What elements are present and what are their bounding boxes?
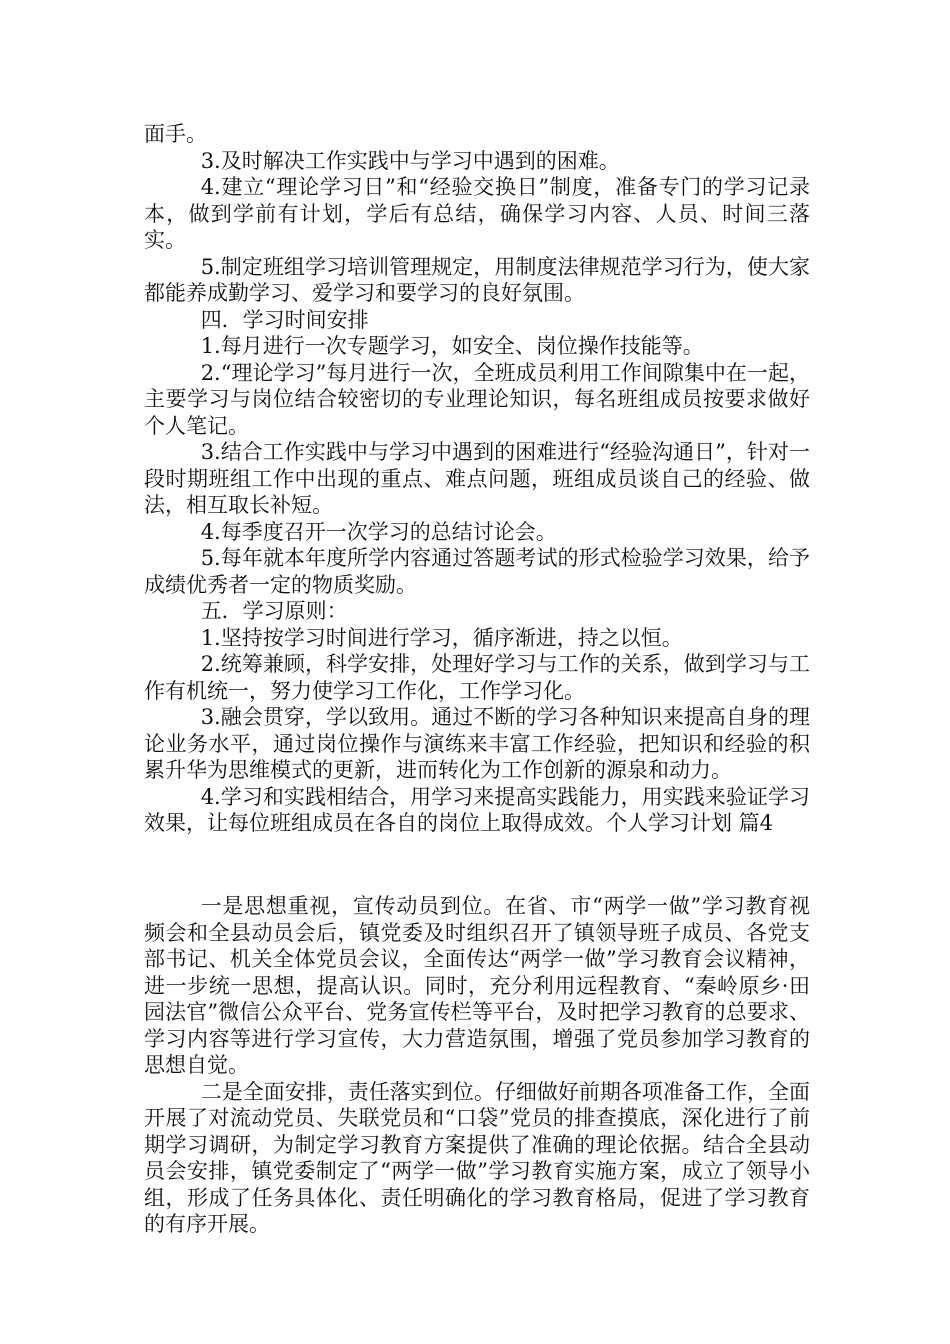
section-heading: 五．学习原则： (200, 599, 348, 623)
paragraph: 3.融会贯穿，学以致用。通过不断的学习各种知识来提高自身的理论业务水平，通过岗位操作与演练来丰富工作经验，把知识和经验的积累升华为思维模式的更新，进而转化为工作创新的源泉和动力。 (144, 705, 810, 782)
paragraph: 5.每年就本年度所学内容通过答题考试的形式检验学习效果，给予成绩优秀者一定的物质奖励。 (144, 546, 810, 597)
paragraph: 1.坚持按学习时间进行学习，循序渐进，持之以恒。 (200, 625, 683, 650)
paragraph: 2.统筹兼顾，科学安排，处理好学习与工作的关系，做到学习与工作有机统一，努力使学习工作化，工作学习化。 (144, 652, 810, 703)
paragraph: 3.及时解决工作实践中与学习中遇到的困难。 (200, 148, 620, 173)
paragraph: 2.“理论学习”每月进行一次，全班成员利用工作间隙集中在一起，主要学习与岗位结合较密切的专业理论知识，每名班组成员按要求做好个人笔记。 (144, 360, 810, 438)
document-body-top (144, 121, 810, 837)
document-body-bottom (144, 893, 810, 1238)
paragraph: 面手。 (144, 122, 207, 146)
paragraph: 1.每月进行一次专题学习，如安全、岗位操作技能等。 (200, 334, 704, 358)
section-heading: 四．学习时间安排 (200, 307, 369, 332)
paragraph: 4.每季度召开一次学习的总结讨论会。 (200, 519, 557, 544)
paragraph: 5.制定班组学习培训管理规定，用制度法律规范学习行为，使大家都能养成勤学习、爱学习和要学习的良好氛围。 (144, 254, 810, 305)
paragraph: 二是全面安排，责任落实到位。仔细做好前期各项准备工作，全面开展了对流动党员、失联党员和“口袋”党员的排查摸底，深化进行了前期学习调研，为制定学习教育方案提供了准确的理论依据。结合全县动员会安排，镇党委制定了“两学一做”学习教育实施方案，成立了领导小组，形成了任务具体化、责任明确化的学习教育格局，促进了学习教育的有序开展。 (144, 1079, 810, 1236)
paragraph: 3.结合工作实践中与学习中遇到的困难进行“经验沟通日”，针对一段时期班组工作中出现的重点、难点问题，班组成员谈自己的经验、做法，相互取长补短。 (144, 440, 810, 517)
paragraph: 4.建立“理论学习日”和“经验交换日”制度，准备专门的学习记录本，做到学前有计划，学后有总结，确保学习内容、人员、时间三落实。 (144, 175, 810, 252)
paragraph: 一是思想重视，宣传动员到位。在省、市“两学一做”学习教育视频会和全县动员会后，镇党委及时组织召开了镇领导班子成员、各党支部书记、机关全体党员会议，全面传达“两学一做”学习教育会议精神，进一步统一思想，提高认识。同时，充分利用远程教育、“秦岭原乡·田园法官”微信公众平台、党务宣传栏等平台，及时把学习教育的总要求、学习内容等进行学习宣传，大力营造氛围，增强了党员参加学习教育的思想自觉。 (144, 894, 810, 1077)
paragraph: 4.学习和实践相结合，用学习来提高实践能力，用实践来验证学习效果，让每位班组成员在各自的岗位上取得成效。个人学习计划 篇4 (144, 784, 810, 835)
